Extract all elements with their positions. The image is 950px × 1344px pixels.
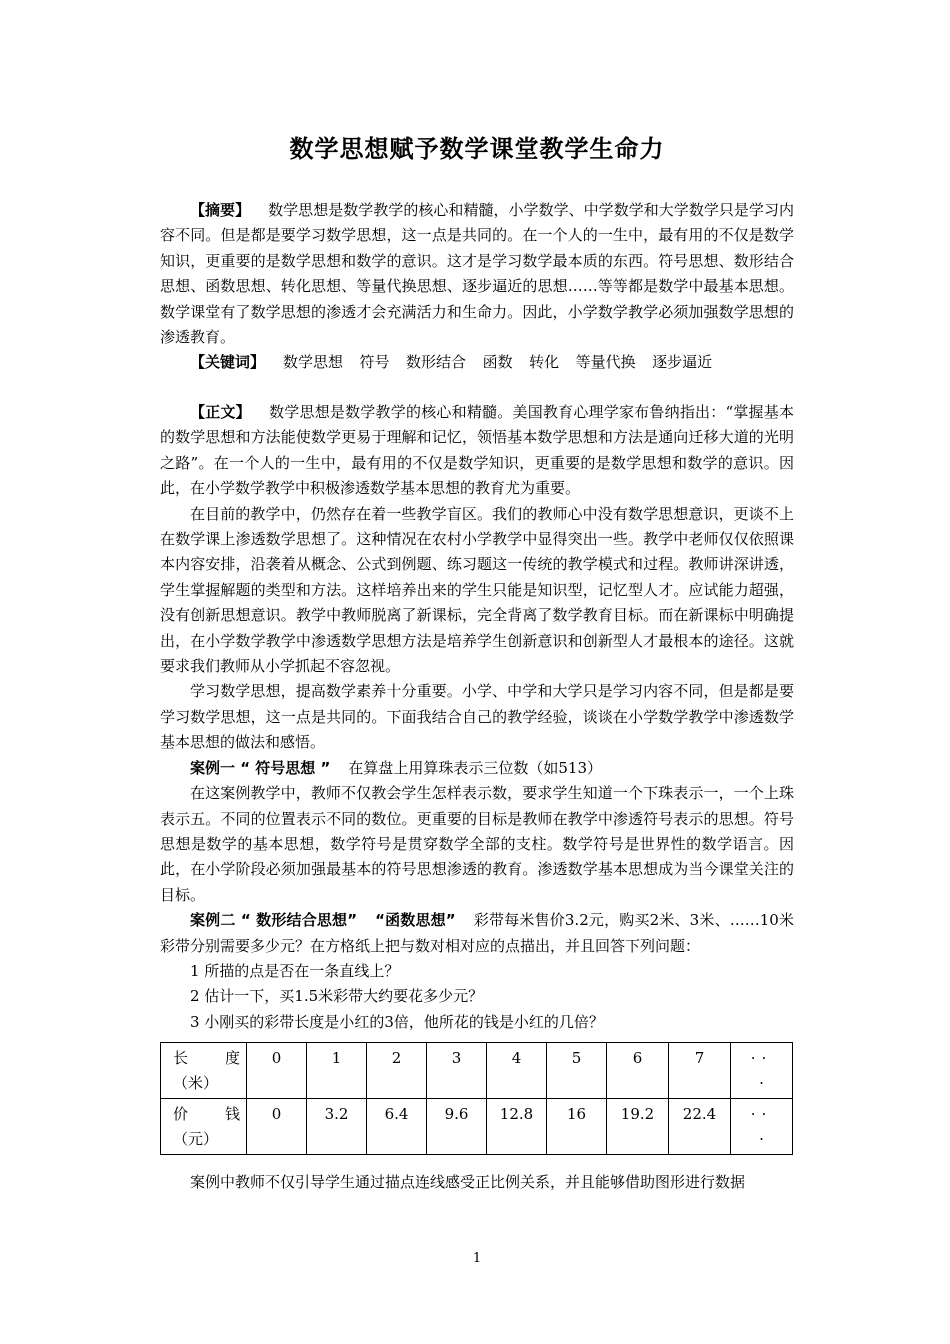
row-header-unit: （元） [173,1130,219,1148]
body-paragraph: 数学思想是数学教学的核心和精髓。美国教育心理学家布鲁纳指出：“掌握基本的数学思想和方法能使数学更易于理解和记忆，领悟基本数学思想和方法是通向迁移大道的光明之路”。在一个人的一生中，最有用的不仅是数学知识，更重要的是数学思想和数学的意识。因此，在小学数学教学中积极渗透数学基本思想的教育尤为重要。 [160,403,794,498]
table-cell: 12.8 [487,1099,547,1155]
keyword: 逐步逼近 [652,353,713,371]
abstract-label: 【摘要】 [190,201,251,219]
body-paragraph: 在目前的教学中，仍然存在着一些教学盲区。我们的教师心中没有数学思想意识，更谈不上在数学课上渗透数学思想了。这种情况在农村小学教学中显得突出一些。教学中老师仅仅依照课本内容安排，沿袭着从概念、公式到例题、练习题这一传统的教学模式和过程。教师讲深讲透，学生掌握解题的类型和方法。这样培养出来的学生只能是知识型，记忆型人才。应试能力超强，没有创新思想意识。教学中教师脱离了新课标，完全背离了数学教育目标。而在新课标中明确提出，在小学数学教学中渗透数学思想方法是培养学生创新意识和创新型人才最根本的途径。这就要求我们教师从小学抓起不容忽视。 [160,504,794,676]
case-one-label: 案例一 “ 符号思想 ” [190,758,331,777]
table-cell: 6.4 [367,1099,427,1155]
price-table [160,1042,793,1155]
ellipsis-dots: ·· [750,1049,773,1067]
row-header-unit: （米） [173,1074,219,1092]
keyword: 符号 [359,353,390,371]
keywords-label: 【关键词】 [190,353,266,371]
abstract-section [160,198,794,350]
body-paragraph: 在这案例教学中，教师不仅教会学生怎样表示数，要求学生知道一个下珠表示一，一个上珠表示五。不同的位置表示不同的数位。更重要的目标是教师在教学中渗透符号表示的思想。符号思想是数学的基本思想，数学符号是贯穿数学全部的支柱。数学符号是世界性的数学语言。因此，在小学阶段必须加强最基本的符号思想渗透的教育。渗透数学基本思想成为当今课堂关注的目标。 [160,784,794,904]
ellipsis-dot: · [759,1130,764,1148]
table-cell-ellipsis [731,1099,793,1155]
table-row [161,1043,793,1099]
body-section [160,400,794,1035]
case-two-label-function: “函数思想” [375,911,456,930]
table-cell: 3.2 [307,1099,367,1155]
keyword: 函数 [482,353,513,371]
keyword: 等量代换 [575,353,636,371]
ellipsis-dot: · [759,1074,764,1092]
table-row [161,1099,793,1155]
row-header-length [161,1043,247,1099]
case-two-task: 彩带每米售价3.2元，购买2米、3米、……10米彩带分别需要多少元？在方格纸上把与数对相对应的点描出，并且回答下列问题： [160,911,795,955]
table-cell: 9.6 [427,1099,487,1155]
keyword: 转化 [529,353,560,371]
keyword: 数形结合 [406,353,467,371]
table-cell: 6 [607,1043,669,1099]
table-cell: 1 [307,1043,367,1099]
row-header-part: 钱 [224,1105,240,1123]
table-cell: 2 [367,1043,427,1099]
table-cell: 16 [547,1099,607,1155]
table-cell: 7 [669,1043,731,1099]
abstract-text: 数学思想是数学教学的核心和精髓，小学数学、中学数学和大学数学只是学习内容不同。但是都是要学习数学思想，这一点是共同的。在一个人的一生中，最有用的不仅是数学知识，更重要的是数学思想和数学的意识。这才是学习数学最本质的东西。符号思想、数形结合思想、函数思想、转化思想、等量代换思想、逐步逼近的思想……等等都是数学中最基本思想。数学课堂有了数学思想的渗透才会充满活力和生命力。因此，小学数学教学必须加强数学思想的渗透教育。 [160,201,794,347]
row-header-part: 价 [173,1105,189,1123]
body-paragraph: 案例中教师不仅引导学生通过描点连线感受正比例关系，并且能够借助图形进行数据 [190,1173,746,1191]
keywords-section [160,350,794,375]
table-cell: 3 [427,1043,487,1099]
closing-section [160,1170,794,1195]
row-header-price [161,1099,247,1155]
table-cell: 4 [487,1043,547,1099]
case-one-task: 在算盘上用算珠表示三位数（如513） [348,758,603,777]
table-cell: 0 [247,1043,307,1099]
table-cell: 22.4 [669,1099,731,1155]
table-cell-ellipsis [731,1043,793,1099]
question-item: 3 小刚买的彩带长度是小红的3倍，他所花的钱是小红的几倍？ [190,1012,604,1031]
question-item: 1 所描的点是否在一条直线上？ [190,961,400,980]
row-header-part: 度 [224,1049,240,1067]
keyword: 数学思想 [283,353,344,371]
ellipsis-dots: ·· [750,1105,773,1123]
page-title: 数学思想赋予数学课堂教学生命力 [289,135,665,163]
body-paragraph: 学习数学思想，提高数学素养十分重要。小学、中学和大学只是学习内容不同，但是都是要学习数学思想，这一点是共同的。下面我结合自己的教学经验，谈谈在小学数学教学中渗透数学基本思想的做法和感悟。 [160,682,794,752]
page-number: 1 [472,1251,482,1266]
question-item: 2 估计一下，买1.5米彩带大约要花多少元？ [190,987,484,1006]
table-cell: 5 [547,1043,607,1099]
case-two-label: 案例二 “ 数形结合思想” [190,911,358,930]
table-cell: 0 [247,1099,307,1155]
table-cell: 19.2 [607,1099,669,1155]
row-header-part: 长 [173,1049,189,1067]
body-label: 【正文】 [190,403,251,421]
